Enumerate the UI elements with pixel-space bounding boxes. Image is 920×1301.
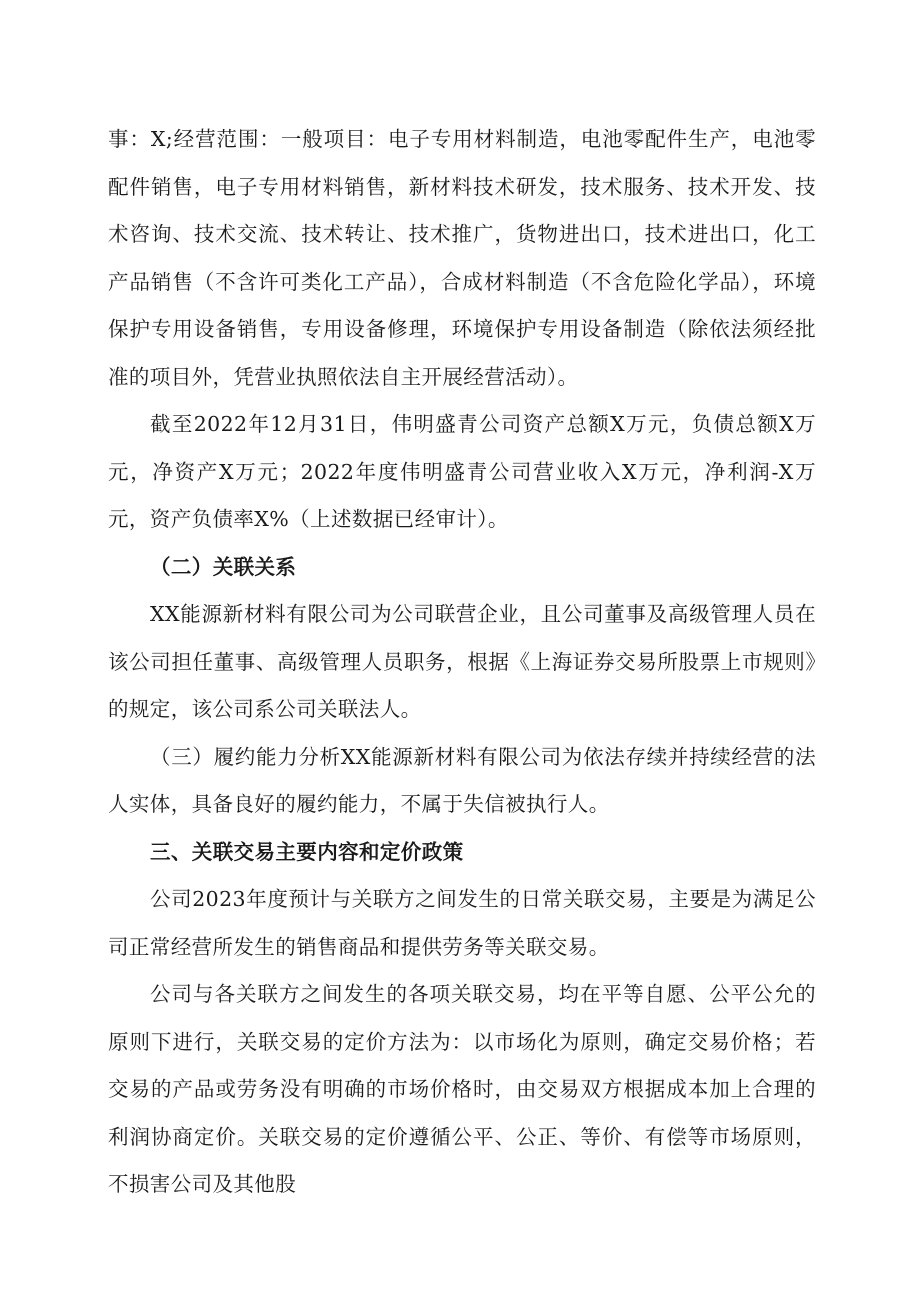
paragraph-business-scope: 事：X;经营范围：一般项目：电子专用材料制造，电池零配件生产，电池零配件销售，电子专用材料销售，新材料技术研发，技术服务、技术开发、技术咨询、技术交流、技术转让、技术推广，货物进出口，技术进出口，化工产品销售（不含许可类化工产品），合成材料制造（不含危险化学品），环境保护专用设备销售，专用设备修理，环境保护专用设备制造（除依法须经批准的项目外，凭营业执照依法自主开展经营活动）。 (108, 127, 816, 389)
paragraph-expected-transactions: 公司2023年度预计与关联方之间发生的日常关联交易，主要是为满足公司正常经营所发生的销售商品和提供劳务等关联交易。 (108, 887, 816, 959)
paragraph-performance-capacity: （三）履约能力分析XX能源新材料有限公司为依法存续并持续经营的法人实体，具备良好的履约能力，不属于失信被执行人。 (108, 744, 816, 816)
paragraph-financials: 截至2022年12月31日，伟明盛青公司资产总额X万元，负债总额X万元，净资产X万元；2022年度伟明盛青公司营业收入X万元，净利润-X万元，资产负债率X%（上述数据已经审计）。 (108, 412, 816, 531)
paragraph-related-relationship: XX能源新材料有限公司为公司联营企业，且公司董事及高级管理人员在该公司担任董事、高级管理人员职务，根据《上海证券交易所股票上市规则》的规定，该公司系公司关联法人。 (108, 602, 816, 721)
heading-related-relationship: （二）关联关系 (150, 554, 297, 579)
heading-section-three: 三、关联交易主要内容和定价政策 (150, 839, 464, 864)
paragraph-pricing-policy: 公司与各关联方之间发生的各项关联交易，均在平等自愿、公平公允的原则下进行，关联交易的定价方法为：以市场化为原则，确定交易价格；若交易的产品或劳务没有明确的市场价格时，由交易双方根据成本加上合理的利润协商定价。关联交易的定价遵循公平、公正、等价、有偿等市场原则，不损害公司及其他股 (108, 982, 816, 1196)
